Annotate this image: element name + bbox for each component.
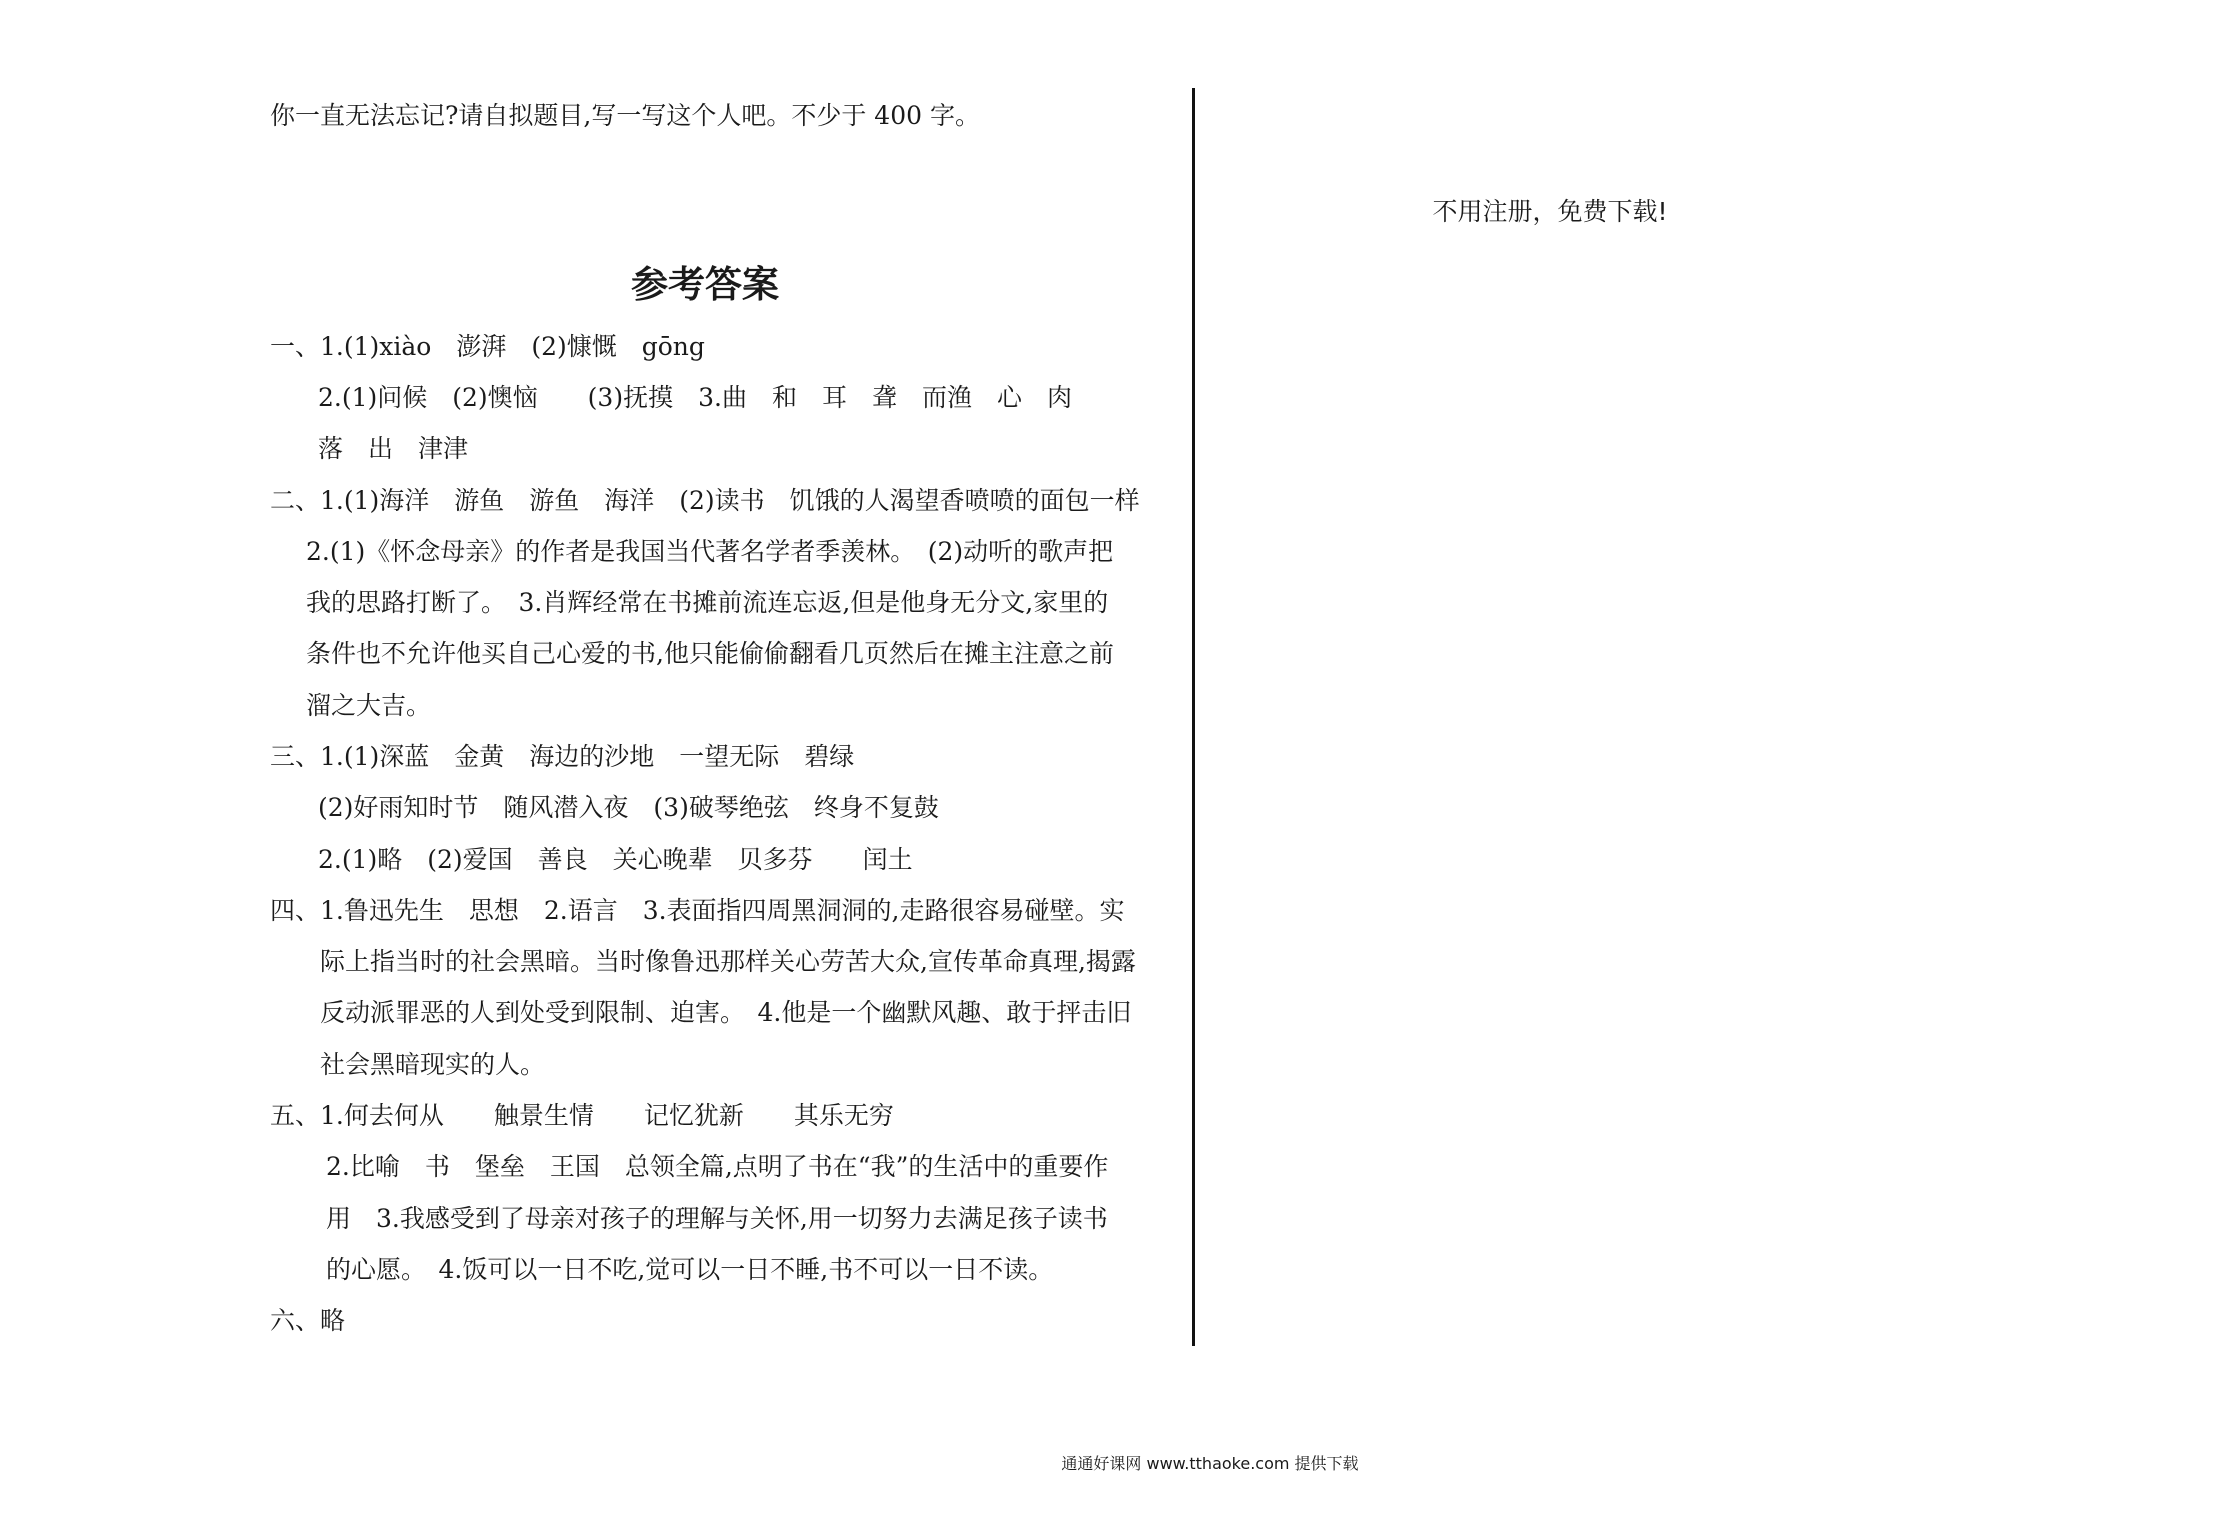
- answer-line: 六、略: [270, 1306, 346, 1335]
- page-footer: 通通好课网 www.tthaoke.com 提供下载: [1061, 1454, 1359, 1473]
- answer-line: 际上指当时的社会黑暗。当时像鲁迅那样关心劳苦大众,宣传革命真理,揭露: [320, 947, 1136, 976]
- answer-line: 我的思路打断了。 3.肖辉经常在书摊前流连忘返,但是他身无分文,家里的: [306, 588, 1109, 617]
- answer-line: 用 3.我感受到了母亲对孩子的理解与关怀,用一切努力去满足孩子读书: [326, 1204, 1108, 1233]
- answer-line: 溜之大吉。: [306, 691, 432, 720]
- answer-line: 三、1.(1)深蓝 金黄 海边的沙地 一望无际 碧绿: [270, 742, 855, 771]
- answer-line: 2.(1)问候 (2)懊恼 (3)抚摸 3.曲 和 耳 聋 而渔 心 肉: [318, 383, 1072, 412]
- answer-line: 二、1.(1)海洋 游鱼 游鱼 海洋 (2)读书 饥饿的人渴望香喷喷的面包一样: [270, 486, 1140, 515]
- answer-line: 的心愿。 4.饭可以一日不吃,觉可以一日不睡,书不可以一日不读。: [326, 1255, 1054, 1284]
- answer-line: 社会黑暗现实的人。: [320, 1050, 546, 1079]
- essay-prompt-tail: 你一直无法忘记?请自拟题目,写一写这个人吧。不少于 400 字。: [270, 101, 980, 130]
- answer-line: 2.(1)《怀念母亲》的作者是我国当代著名学者季羡林。 (2)动听的歌声把: [306, 537, 1114, 566]
- answer-line: (2)好雨知时节 随风潜入夜 (3)破琴绝弦 终身不复鼓: [318, 793, 939, 822]
- answer-line: 落 出 津津: [318, 434, 469, 463]
- answer-line: 2.(1)略 (2)爱国 善良 关心晚辈 贝多芬 闰土: [318, 845, 913, 874]
- answer-line: 五、1.何去何从 触景生情 记忆犹新 其乐无穷: [270, 1101, 894, 1130]
- answer-line: 条件也不允许他买自己心爱的书,他只能偷偷翻看几页然后在摊主注意之前: [306, 639, 1114, 668]
- answer-line: 反动派罪恶的人到处受到限制、迫害。 4.他是一个幽默风趣、敢于抨击旧: [320, 998, 1132, 1027]
- column-divider: [1192, 88, 1195, 1346]
- answer-key-title: 参考答案: [631, 263, 779, 306]
- answer-line: 2.比喻 书 堡垒 王国 总领全篇,点明了书在“我”的生活中的重要作: [326, 1152, 1109, 1181]
- free-download-notice: 不用注册，免费下载!: [1432, 197, 1668, 226]
- answer-line: 四、1.鲁迅先生 思想 2.语言 3.表面指四周黑洞洞的,走路很容易碰壁。实: [270, 896, 1125, 925]
- answer-line: 一、1.(1)xiào 澎湃 (2)慷慨 gōng: [270, 332, 705, 361]
